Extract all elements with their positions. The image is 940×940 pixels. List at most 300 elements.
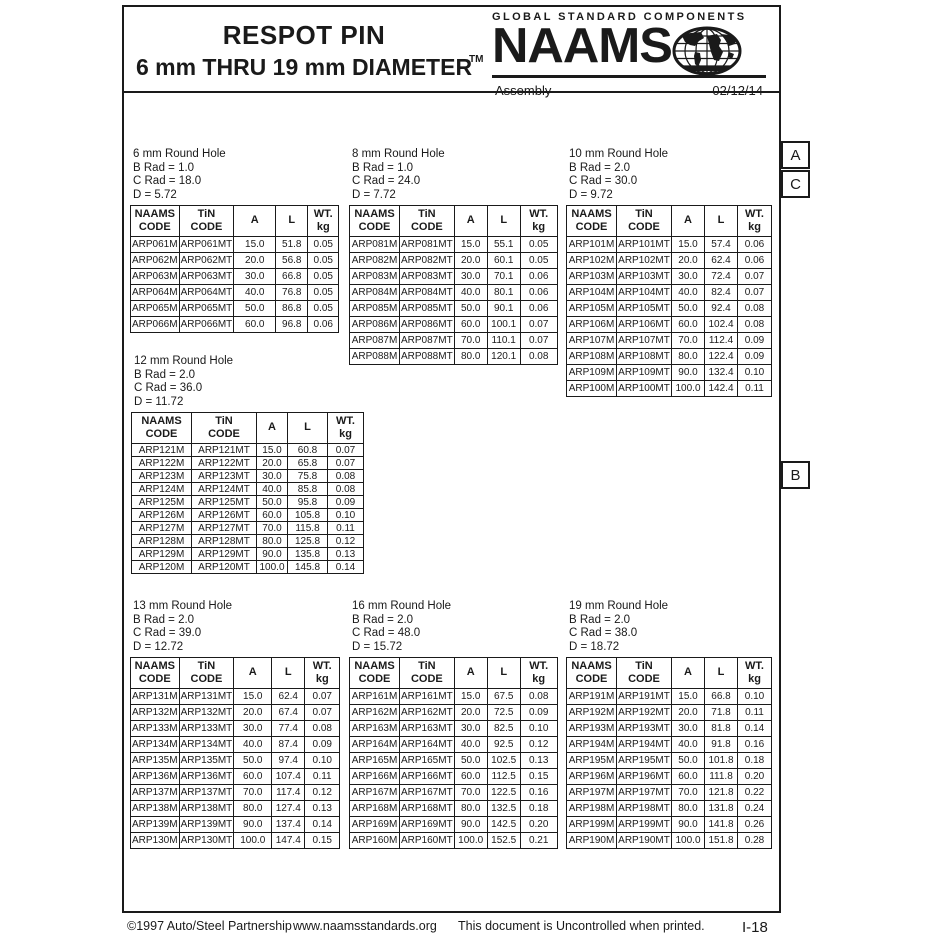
cell: 67.5 [487,689,520,705]
cell: 80.0 [672,801,705,817]
cell: 0.07 [738,269,772,285]
cell: 30.0 [672,269,705,285]
cell: ARP132MT [179,705,234,721]
cell: ARP199MT [617,817,672,833]
cell: 0.09 [328,496,364,509]
table-row [132,483,364,496]
column-header: WT. kg [520,658,557,689]
cell: ARP081MT [400,237,455,253]
column-header: L [705,206,738,237]
cell: 70.0 [257,522,288,535]
header-row [567,658,772,689]
cell: 0.09 [738,333,772,349]
cell: 15.0 [454,237,487,253]
cell: 0.13 [305,801,340,817]
caption-c-rad: C Rad = 30.0 [569,175,638,187]
cell: ARP138MT [179,801,234,817]
table-row [131,833,340,849]
cell: 80.0 [234,801,272,817]
column-header: NAAMS CODE [350,658,400,689]
cell: 82.5 [487,721,520,737]
cell: ARP088MT [400,349,455,365]
cell: 40.0 [234,737,272,753]
cell: 95.8 [288,496,328,509]
cell: ARP086MT [400,317,455,333]
cell: ARP087M [350,333,400,349]
header-row [567,206,772,237]
cell: 90.0 [672,817,705,833]
cell: 15.0 [672,237,705,253]
cell: ARP065M [131,301,180,317]
cell: 40.0 [454,737,487,753]
cell: ARP064M [131,285,180,301]
datum-tab-a: A [781,141,810,169]
cell: 102.5 [487,753,520,769]
cell: 97.4 [272,753,305,769]
cell: ARP082M [350,253,400,269]
column-header: NAAMS CODE [567,658,617,689]
cell: 77.4 [272,721,305,737]
cell: 0.06 [520,269,557,285]
title-line-2: 6 mm THRU 19 mm DIAMETER [135,54,473,80]
cell: 72.5 [487,705,520,721]
table-row [350,285,558,301]
cell: ARP191M [567,689,617,705]
footer-notice: This document is Uncontrolled when printed. [458,919,705,933]
table-row [350,705,558,721]
cell: 60.0 [454,317,487,333]
cell: ARP133M [131,721,180,737]
header-row [350,658,558,689]
column-header: WT. kg [308,206,339,237]
cell: ARP164M [350,737,400,753]
column-header: TiN CODE [192,413,257,444]
table-row [567,301,772,317]
caption-b-rad: B Rad = 2.0 [133,613,195,626]
table-row [567,801,772,817]
column-header: A [672,658,705,689]
cell: 60.0 [234,317,276,333]
table-row [131,785,340,801]
caption-d: D = 9.72 [569,188,613,201]
title-line-1: RESPOT PIN [222,20,386,50]
cell: ARP132M [131,705,180,721]
cell: 55.1 [487,237,520,253]
cell: ARP130MT [179,833,234,849]
cell: 0.10 [738,689,772,705]
cell: 0.08 [520,689,557,705]
table-row [132,509,364,522]
caption-b-rad: B Rad = 1.0 [352,161,414,174]
cell: 121.8 [705,785,738,801]
cell: 0.08 [738,317,772,333]
cell: 0.15 [305,833,340,849]
column-header: L [487,658,520,689]
table-row [132,470,364,483]
cell: 96.8 [276,317,308,333]
cell: 132.5 [487,801,520,817]
revision-date: 02/12/14 [712,83,763,98]
cell: 70.1 [487,269,520,285]
table-row [132,496,364,509]
table-caption [134,355,364,409]
table-row [350,269,558,285]
table-caption [352,148,558,202]
table-row [131,801,340,817]
table-caption [133,600,340,654]
cell: ARP190MT [617,833,672,849]
cell: ARP136MT [179,769,234,785]
cell: ARP066MT [179,317,234,333]
table-row [350,253,558,269]
cell: ARP163MT [400,721,455,737]
table-row [350,785,558,801]
cell: 87.4 [272,737,305,753]
cell: ARP192M [567,705,617,721]
cell: ARP121M [132,444,192,457]
cell: ARP199M [567,817,617,833]
cell: 142.5 [487,817,520,833]
table-row [131,705,340,721]
cell: ARP065MT [179,301,234,317]
cell: ARP125MT [192,496,257,509]
datum-tab-c: C [781,170,810,198]
cell: ARP191MT [617,689,672,705]
cell: ARP131M [131,689,180,705]
cell: ARP139MT [179,817,234,833]
cell: ARP137M [131,785,180,801]
caption-d: D = 5.72 [133,188,177,201]
column-header: NAAMS CODE [567,206,617,237]
cell: ARP135MT [179,753,234,769]
cell: 70.0 [454,333,487,349]
cell: 0.12 [520,737,557,753]
cell: 135.8 [288,548,328,561]
cell: ARP129MT [192,548,257,561]
cell: 30.0 [454,721,487,737]
cell: ARP137MT [179,785,234,801]
cell: 20.0 [672,253,705,269]
table-row [567,817,772,833]
cell: ARP062M [131,253,180,269]
cell: 0.13 [520,753,557,769]
cell: 0.06 [308,317,339,333]
caption-hole-size: 19 mm Round Hole [569,600,669,612]
cell: 0.26 [738,817,772,833]
cell: 72.4 [705,269,738,285]
cell: ARP198M [567,801,617,817]
cell: 0.07 [305,705,340,721]
table-row [567,253,772,269]
cell: 0.16 [738,737,772,753]
cell: ARP163M [350,721,400,737]
cell: ARP105M [567,301,617,317]
column-header: L [272,658,305,689]
table-row [567,721,772,737]
cell: ARP122MT [192,457,257,470]
footer-page-number: I-18 [742,919,768,936]
column-header: L [487,206,520,237]
cell: ARP166MT [400,769,455,785]
cell: 0.06 [520,301,557,317]
cell: ARP088M [350,349,400,365]
cell: 60.0 [257,509,288,522]
table-row [567,737,772,753]
table-row [567,769,772,785]
cell: 15.0 [234,689,272,705]
cell: 125.8 [288,535,328,548]
cell: 30.0 [672,721,705,737]
brand-logo-row [492,19,766,73]
cell: 20.0 [234,705,272,721]
cell: ARP161M [350,689,400,705]
cell: 0.06 [738,253,772,269]
cell: ARP195MT [617,753,672,769]
table-row [350,833,558,849]
category-label: Assembly [495,83,552,98]
cell: 0.11 [328,522,364,535]
cell: 100.0 [234,833,272,849]
cell: 50.0 [454,753,487,769]
cell: ARP164MT [400,737,455,753]
cell: 122.4 [705,349,738,365]
cell: 92.5 [487,737,520,753]
cell: 102.4 [705,317,738,333]
cell: ARP196M [567,769,617,785]
cell: 50.0 [234,301,276,317]
table-row [131,301,339,317]
cell: ARP134M [131,737,180,753]
cell: ARP107M [567,333,617,349]
column-header: L [276,206,308,237]
spec-table-19mm [566,657,772,849]
column-header: A [672,206,705,237]
cell: 50.0 [672,301,705,317]
cell: 0.15 [520,769,557,785]
table-row [567,381,772,397]
table-row [567,269,772,285]
table-caption [352,600,558,654]
column-header: WT. kg [520,206,557,237]
cell: 0.05 [308,237,339,253]
cell: 0.05 [520,237,557,253]
cell: ARP193M [567,721,617,737]
table-row [567,333,772,349]
cell: ARP169M [350,817,400,833]
cell: 0.20 [738,769,772,785]
cell: 60.8 [288,444,328,457]
cell: ARP196MT [617,769,672,785]
cell: 82.4 [705,285,738,301]
brand-tagline: GLOBAL STANDARD COMPONENTS [492,11,747,23]
table-row [350,237,558,253]
cell: 0.08 [305,721,340,737]
caption-c-rad: C Rad = 18.0 [133,175,202,187]
cell: ARP139M [131,817,180,833]
cell: ARP128M [132,535,192,548]
caption-hole-size: 10 mm Round Hole [569,148,669,160]
cell: 60.0 [672,317,705,333]
cell: ARP100M [567,381,617,397]
cell: 66.8 [705,689,738,705]
table-row [132,444,364,457]
caption-hole-size: 6 mm Round Hole [133,148,226,160]
cell: 30.0 [257,470,288,483]
cell: 92.4 [705,301,738,317]
cell: 0.07 [738,285,772,301]
caption-c-rad: C Rad = 39.0 [133,627,202,639]
cell: ARP061M [131,237,180,253]
cell: ARP063MT [179,269,234,285]
cell: ARP081M [350,237,400,253]
cell: ARP130M [131,833,180,849]
cell: ARP135M [131,753,180,769]
column-header: WT. kg [305,658,340,689]
spec-table-13mm [130,657,340,849]
cell: ARP106MT [617,317,672,333]
table-row [131,721,340,737]
cell: 30.0 [234,269,276,285]
cell: 80.0 [454,801,487,817]
cell: 131.8 [705,801,738,817]
cell: ARP106M [567,317,617,333]
cell: 0.10 [520,721,557,737]
cell: 71.8 [705,705,738,721]
globe-icon [671,26,743,76]
cell: 15.0 [234,237,276,253]
cell: 66.8 [276,269,308,285]
cell: ARP131MT [179,689,234,705]
cell: ARP109MT [617,365,672,381]
cell: ARP193MT [617,721,672,737]
cell: 40.0 [672,737,705,753]
cell: ARP064MT [179,285,234,301]
cell: 30.0 [234,721,272,737]
cell: 62.4 [272,689,305,705]
cell: 112.4 [705,333,738,349]
caption-hole-size: 16 mm Round Hole [352,600,452,612]
table-row [350,689,558,705]
cell: ARP190M [567,833,617,849]
cell: 100.1 [487,317,520,333]
cell: 20.0 [234,253,276,269]
cell: ARP138M [131,801,180,817]
cell: 15.0 [257,444,288,457]
cell: 0.11 [305,769,340,785]
caption-b-rad: B Rad = 1.0 [133,161,195,174]
table-row [350,333,558,349]
table-row [131,317,339,333]
cell: 100.0 [454,833,487,849]
cell: 76.8 [276,285,308,301]
cell: ARP085M [350,301,400,317]
table-row [132,561,364,574]
cell: 142.4 [705,381,738,397]
cell: ARP082MT [400,253,455,269]
cell: ARP194MT [617,737,672,753]
cell: ARP197M [567,785,617,801]
cell: 80.0 [257,535,288,548]
brand-meta-row [492,83,766,98]
cell: 40.0 [454,285,487,301]
cell: 90.1 [487,301,520,317]
spec-table-12mm [131,412,364,574]
cell: 100.0 [672,833,705,849]
cell: 70.0 [672,785,705,801]
table-row [132,457,364,470]
cell: 80.0 [454,349,487,365]
table-row [131,753,340,769]
table-block-13mm [130,600,340,849]
caption-d: D = 11.72 [134,395,184,408]
column-header: A [454,206,487,237]
table-row [567,365,772,381]
cell: 60.0 [672,769,705,785]
header-row [350,206,558,237]
cell: ARP085MT [400,301,455,317]
cell: ARP166M [350,769,400,785]
cell: ARP197MT [617,785,672,801]
cell: ARP127M [132,522,192,535]
cell: ARP083M [350,269,400,285]
cell: 0.11 [738,381,772,397]
cell: 0.05 [308,301,339,317]
cell: ARP109M [567,365,617,381]
cell: ARP084M [350,285,400,301]
table-row [350,753,558,769]
table-row [350,737,558,753]
cell: 0.20 [520,817,557,833]
table-row [567,833,772,849]
spec-table-6mm [130,205,339,333]
column-header: L [288,413,328,444]
cell: 100.0 [672,381,705,397]
column-header: TiN CODE [179,658,234,689]
cell: ARP102MT [617,253,672,269]
cell: 40.0 [672,285,705,301]
cell: ARP133MT [179,721,234,737]
table-caption [569,148,772,202]
column-header: TiN CODE [400,206,455,237]
cell: ARP101MT [617,237,672,253]
table-row [131,237,339,253]
table-row [567,689,772,705]
table-row [567,753,772,769]
cell: 141.8 [705,817,738,833]
cell: 0.06 [520,285,557,301]
cell: 15.0 [672,689,705,705]
cell: ARP107MT [617,333,672,349]
cell: ARP124M [132,483,192,496]
caption-c-rad: C Rad = 36.0 [134,382,203,394]
cell: ARP165MT [400,753,455,769]
cell: 0.07 [520,333,557,349]
cell: 0.07 [328,444,364,457]
cell: 132.4 [705,365,738,381]
column-header: WT. kg [738,658,772,689]
cell: ARP165M [350,753,400,769]
cell: ARP124MT [192,483,257,496]
spec-table-16mm [349,657,558,849]
naams-brand-block [492,11,766,98]
cell: 70.0 [234,785,272,801]
cell: ARP103M [567,269,617,285]
spec-table-8mm [349,205,558,365]
cell: ARP066M [131,317,180,333]
column-header: NAAMS CODE [350,206,400,237]
cell: ARP126M [132,509,192,522]
cell: 0.08 [738,301,772,317]
